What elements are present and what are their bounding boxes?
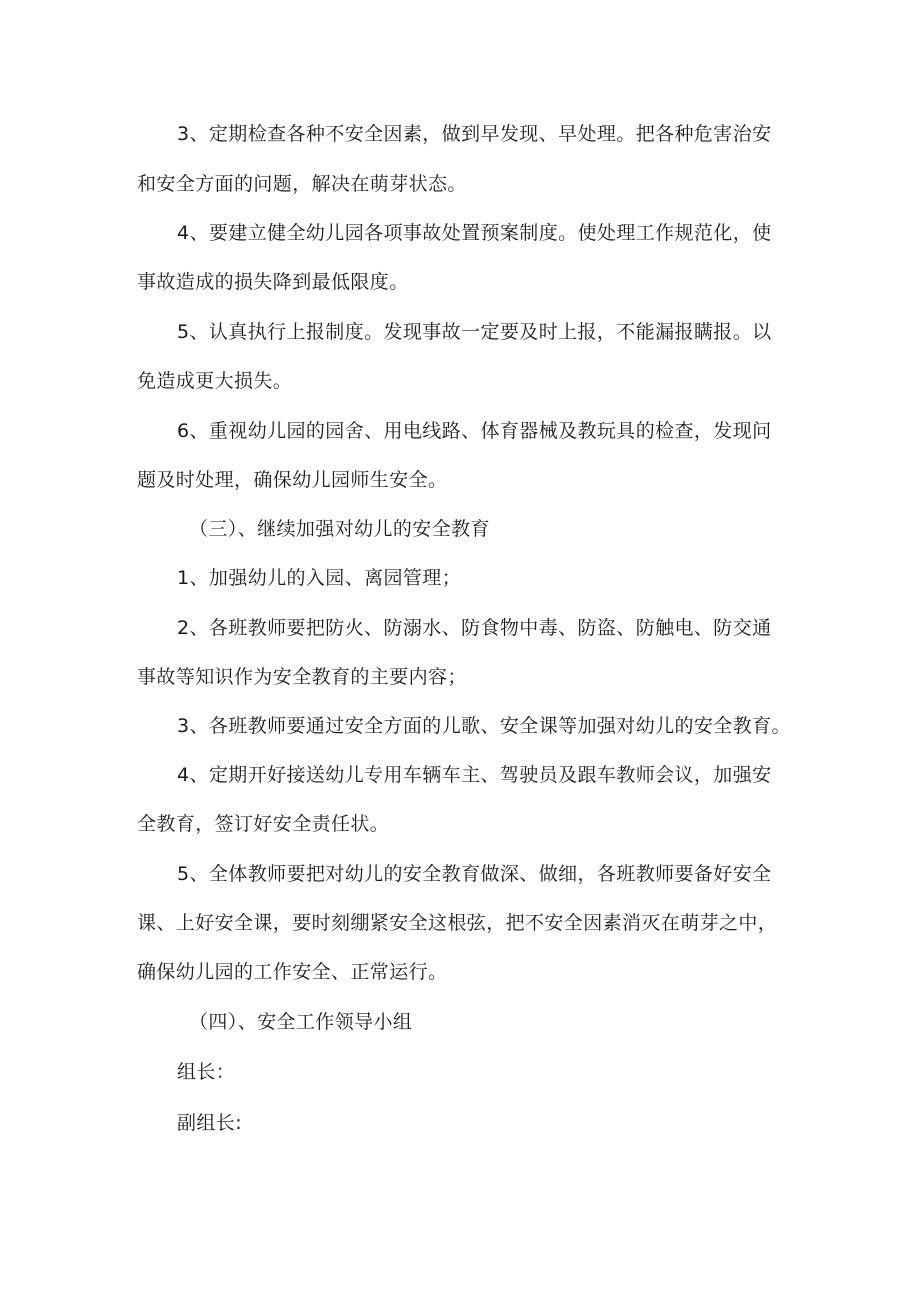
deputy-leader-label: 副组长: <box>177 1112 243 1134</box>
item-2-knowledge-line-1: 2、各班教师要把防火、防溺水、防食物中毒、防盗、防触电、防交通 <box>177 617 772 639</box>
item-3-songs-line: 3、各班教师要通过安全方面的儿歌、安全课等加强对幼儿的安全教育。 <box>177 715 791 737</box>
item-4-contingency-line-1: 4、要建立健全幼儿园各项事故处置预案制度。使处理工作规范化，使 <box>177 222 772 244</box>
group-leader-label: 组长： <box>177 1061 236 1083</box>
item-3-inspection-line-2: 和安全方面的问题，解决在萌芽状态。 <box>137 173 467 195</box>
item-5-education-line-1: 5、全体教师要把对幼儿的安全教育做深、做细，各班教师要备好安全 <box>177 863 772 885</box>
item-4-contingency-line-2: 事故造成的损失降到最低限度。 <box>137 271 409 293</box>
section-3-heading: （三）、继续加强对幼儿的安全教育 <box>189 518 490 540</box>
item-4-vehicle-line-2: 全教育，签订好安全责任状。 <box>137 813 390 835</box>
item-5-reporting-line-2: 免造成更大损失。 <box>137 370 293 392</box>
section-4-heading: （四）、安全工作领导小组 <box>189 1011 413 1033</box>
item-5-education-line-2: 课、上好安全课，要时刻绷紧安全这根弦，把不安全因素消灭在萌芽之中， <box>137 912 778 934</box>
item-6-facility-check-line-2: 题及时处理，确保幼儿园师生安全。 <box>137 469 448 491</box>
item-6-facility-check-line-1: 6、重视幼儿园的园舍、用电线路、体育器械及教玩具的检查，发现问 <box>177 420 772 442</box>
item-1-attendance-line: 1、加强幼儿的入园、离园管理； <box>177 567 462 589</box>
item-5-reporting-line-1: 5、认真执行上报制度。发现事故一定要及时上报，不能漏报瞒报。以 <box>177 321 772 343</box>
item-5-education-line-3: 确保幼儿园的工作安全、正常运行。 <box>137 961 448 983</box>
item-4-vehicle-line-1: 4、定期开好接送幼儿专用车辆车主、驾驶员及跟车教师会议，加强安 <box>177 764 772 786</box>
item-2-knowledge-line-2: 事故等知识作为安全教育的主要内容； <box>137 666 467 688</box>
item-3-inspection-line-1: 3、定期检查各种不安全因素，做到早发现、早处理。把各种危害治安 <box>177 123 772 145</box>
